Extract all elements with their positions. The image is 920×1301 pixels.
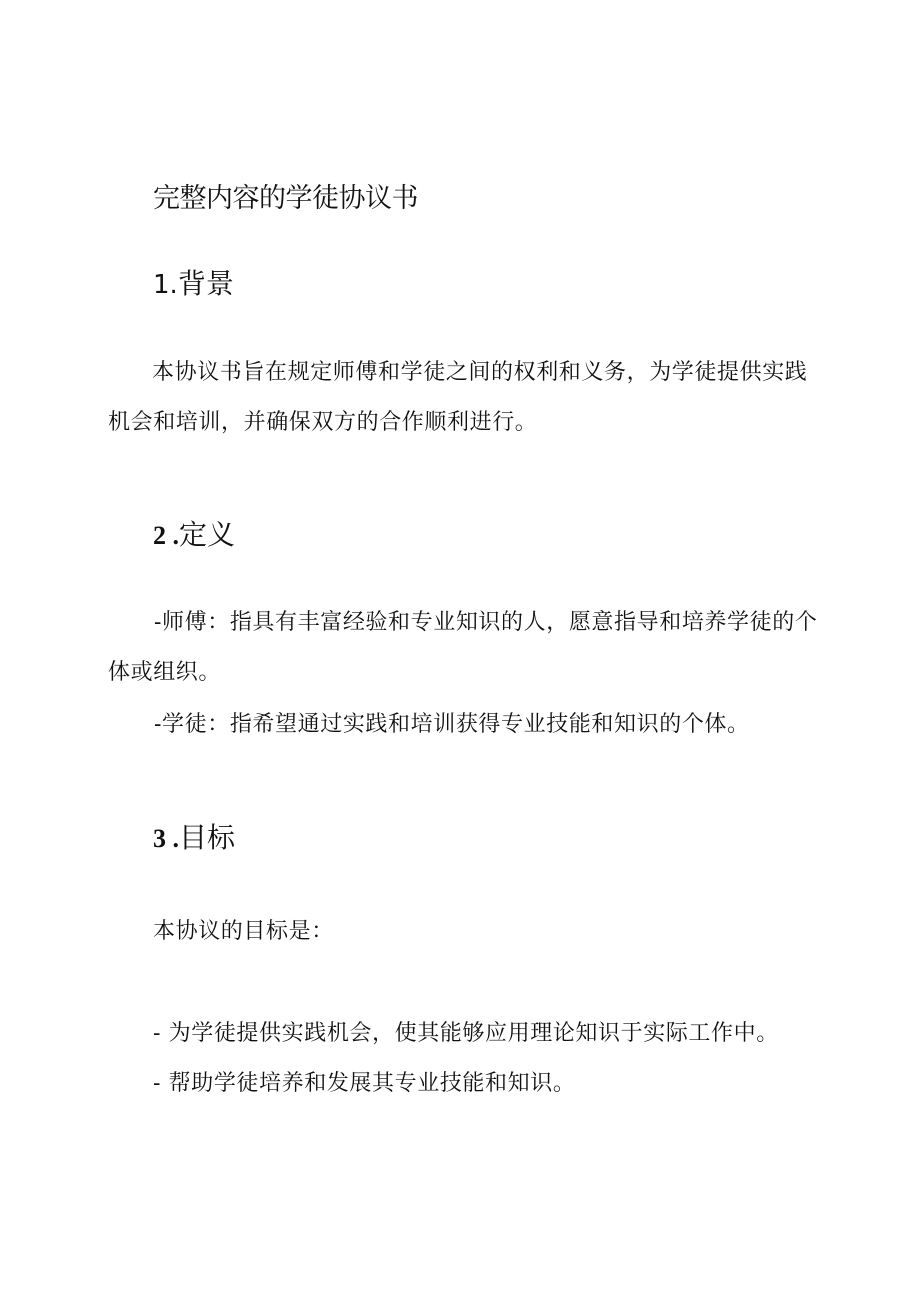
- goal-list-item: - 为学徒提供实践机会，使其能够应用理论知识于实际工作中。: [153, 1021, 779, 1046]
- background-paragraph: 本协议书旨在规定师傅和学徒之间的权利和义务，为学徒提供实践机会和培训，并确保双方的合作顺利进行。: [108, 360, 808, 435]
- goal-list-item: - 帮助学徒培养和发展其专业技能和知识。: [153, 1071, 576, 1096]
- section-heading-background: [153, 262, 234, 302]
- definition-apprentice: -学徒：指希望通过实践和培训获得专业技能和知识的个体。: [154, 712, 750, 737]
- section-number: 3 .: [153, 824, 179, 853]
- section-title: 定义: [179, 518, 236, 551]
- section-title: 目标: [179, 821, 236, 854]
- section-title: 背景: [177, 267, 234, 300]
- goals-intro: 本协议的目标是：: [153, 919, 334, 944]
- section-heading-goals: [153, 816, 235, 856]
- definition-master: -师傅：指具有丰富经验和专业知识的人，愿意指导和培养学徒的个体或组织。: [108, 610, 818, 685]
- section-number: 2 .: [153, 521, 179, 550]
- section-heading-definitions: [153, 513, 235, 553]
- document-title: 完整内容的学徒协议书: [153, 183, 418, 214]
- section-number: 1.: [153, 270, 178, 300]
